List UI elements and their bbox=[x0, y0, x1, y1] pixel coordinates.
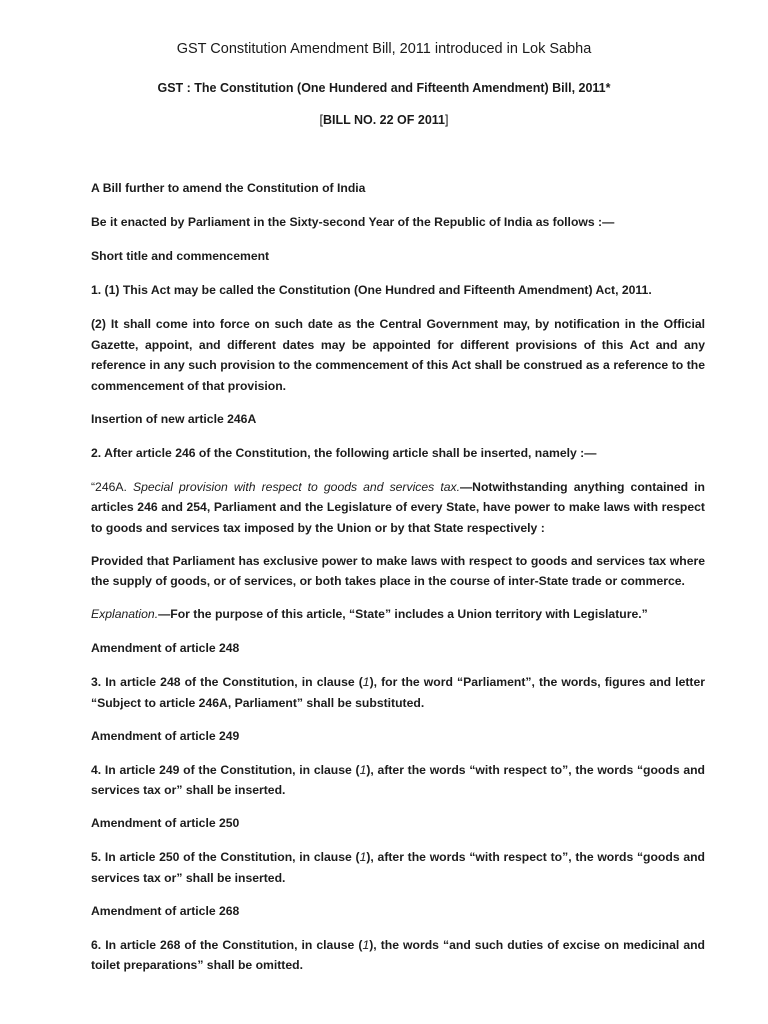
section-heading-250: Amendment of article 250 bbox=[91, 816, 240, 830]
section-heading-268: Amendment of article 268 bbox=[91, 903, 240, 918]
section-4-text-a: 4. In article 249 of the Constitution, in clause ( bbox=[91, 762, 360, 777]
explanation-label: Explanation. bbox=[91, 607, 159, 621]
section-5-text-a: 5. In article 250 of the Constitution, in clause ( bbox=[91, 850, 360, 864]
section-3 bbox=[91, 672, 705, 713]
section-4 bbox=[91, 760, 705, 801]
section-3-text-b: ), for the word “Parliament”, the words, figures and letter “Subject to article 246A, Parliament” shall be substituted. bbox=[91, 675, 705, 710]
section-1-2: (2) It shall come into force on such date as the Central Government may, by notification in the Official Gazette, appoint, and different dates may be appointed for different provisions of this Act and any reference in any such provision to the commencement of this Act shall be construed as a reference to the commencement of that provision. bbox=[91, 317, 705, 393]
intro-line: A Bill further to amend the Constitution of India bbox=[91, 181, 366, 195]
proviso: Provided that Parliament has exclusive power to make laws with respect to goods and services tax where the supply of goods, or of services, or both takes place in the course of inter-State trade or commerce. bbox=[91, 553, 705, 588]
section-4-text-b: ), after the words “with respect to”, the words “goods and services tax or” shall be inserted. bbox=[91, 762, 705, 797]
section-6-clause: 1 bbox=[362, 937, 370, 952]
explanation bbox=[91, 604, 705, 625]
section-1-text: (1) This Act may be called the Constitution (One Hundred and Fifteenth Amendment) Act, 2011. bbox=[101, 283, 652, 297]
section-heading-246a: Insertion of new article 246A bbox=[91, 411, 257, 426]
section-1-number: 1. bbox=[91, 283, 102, 297]
section-heading-248: Amendment of article 248 bbox=[91, 641, 240, 655]
section-2: 2. After article 246 of the Constitution, the following article shall be inserted, namely :— bbox=[91, 445, 597, 460]
bill-number-label: BILL NO. 22 OF 2011 bbox=[322, 113, 446, 127]
section-1-1 bbox=[91, 280, 705, 301]
bill-body bbox=[91, 178, 705, 988]
section-5-clause: 1 bbox=[359, 850, 367, 864]
bill-number bbox=[0, 112, 768, 128]
section-3-clause: 1 bbox=[362, 675, 370, 689]
page-header: GST Constitution Amendment Bill, 2011 introduced in Lok Sabha bbox=[176, 41, 592, 57]
article-246a bbox=[91, 477, 705, 539]
bill-number-close-bracket: ] bbox=[445, 113, 449, 127]
article-246a-lead: “246A. bbox=[91, 479, 133, 494]
section-5-text-b: ), after the words “with respect to”, the words “goods and services tax or” shall be inserted. bbox=[91, 850, 705, 885]
explanation-text: —For the purpose of this article, “State” includes a Union territory with Legislature.” bbox=[158, 607, 648, 621]
section-3-text-a: 3. In article 248 of the Constitution, in clause ( bbox=[91, 675, 363, 689]
section-heading-short-title: Short title and commencement bbox=[91, 249, 270, 263]
article-246a-italic-heading: Special provision with respect to goods and services tax. bbox=[132, 479, 460, 494]
section-4-clause: 1 bbox=[359, 762, 367, 777]
section-6-text-b: ), the words “and such duties of excise on medicinal and toilet preparations” shall be omitted. bbox=[91, 937, 705, 972]
section-heading-249: Amendment of article 249 bbox=[91, 728, 240, 743]
article-246a-text: —Notwithstanding anything contained in articles 246 and 254, Parliament and the Legislature of every State, have power to make laws with respect to goods and services tax imposed by the Union or by that State respectively : bbox=[91, 479, 706, 535]
bill-number-open-bracket: [ bbox=[319, 113, 323, 127]
section-5 bbox=[91, 847, 705, 888]
bill-title: GST : The Constitution (One Hundered and Fifteenth Amendment) Bill, 2011* bbox=[157, 81, 611, 95]
enacting-clause: Be it enacted by Parliament in the Sixty-second Year of the Republic of India as follows :— bbox=[91, 215, 615, 229]
section-6 bbox=[91, 935, 705, 976]
section-6-text-a: 6. In article 268 of the Constitution, in clause ( bbox=[91, 937, 363, 952]
